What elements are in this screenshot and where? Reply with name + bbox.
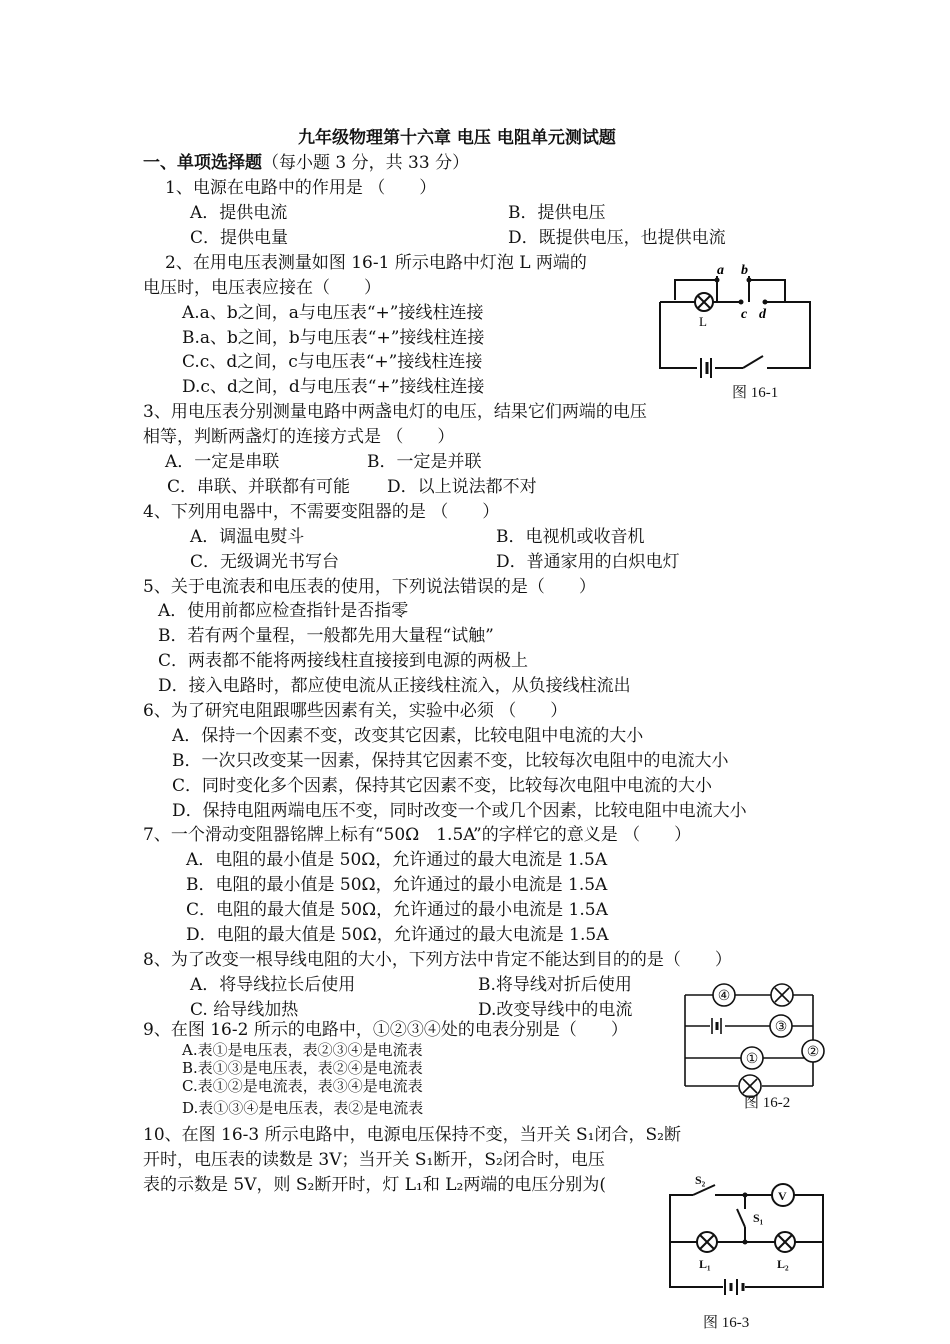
terminal-c bbox=[739, 300, 744, 305]
q9-option-b: B.表①③是电压表，表②④是电流表 bbox=[182, 1059, 423, 1077]
q3-option-b: B．一定是并联 bbox=[367, 452, 482, 472]
terminal-a bbox=[715, 278, 720, 283]
q6-stem: 6、为了研究电阻跟哪些因素有关，实验中必须 （ ） bbox=[143, 701, 568, 721]
q4-option-c: C．无级调光书写台 bbox=[190, 552, 340, 572]
q4-stem: 4、下列用电器中，不需要变阻器的是 （ ） bbox=[143, 502, 500, 522]
label-a: a bbox=[717, 263, 724, 278]
q2-option-b: B.a、b之间，b与电压表“+”接线柱连接 bbox=[182, 328, 485, 348]
q4-option-a: A．调温电熨斗 bbox=[190, 527, 305, 547]
figure-16-3-caption: 图 16-3 bbox=[703, 1315, 750, 1331]
q8-option-b: B.将导线对折后使用 bbox=[478, 975, 632, 995]
figure-16-2-caption: 图 16-2 bbox=[744, 1095, 791, 1111]
figure-16-2 bbox=[680, 982, 830, 1097]
q7-stem: 7、一个滑动变阻器铭牌上标有“50Ω 1.5A”的字样它的意义是 （ ） bbox=[143, 825, 692, 845]
q8-stem: 8、为了改变一根导线电阻的大小，下列方法中肯定不能达到目的的是（ ） bbox=[143, 950, 732, 970]
q1-option-c: C．提供电量 bbox=[190, 228, 289, 248]
label-b: b bbox=[741, 263, 748, 278]
q3-stem-line1: 3、用电压表分别测量电路中两盏电灯的电压，结果它们两端的电压 bbox=[143, 402, 647, 422]
q1-stem: 1、电源在电路中的作用是 （ ） bbox=[165, 178, 437, 198]
label-l2: L₂ bbox=[777, 1257, 789, 1271]
terminal-b bbox=[747, 278, 752, 283]
q1-option-d: D．既提供电压，也提供电流 bbox=[508, 228, 726, 248]
switch-s1 bbox=[737, 1209, 745, 1227]
section-heading-label: 一、单项选择题 bbox=[143, 153, 262, 173]
meter-4-label: ④ bbox=[717, 989, 731, 1004]
q7-option-c: C．电阻的最大值是 50Ω，允许通过的最小电流是 1.5A bbox=[186, 900, 608, 920]
label-v: V bbox=[778, 1189, 787, 1203]
meter-3-label: ③ bbox=[774, 1020, 788, 1035]
meter-1-label: ① bbox=[745, 1052, 759, 1067]
label-s2: S₂ bbox=[695, 1173, 706, 1187]
switch bbox=[743, 356, 763, 368]
q10-line3: 表的示数是 5V，则 S₂断开时，灯 L₁和 L₂两端的电压分别为( bbox=[143, 1175, 607, 1195]
terminal-d bbox=[763, 300, 768, 305]
q4-option-b: B．电视机或收音机 bbox=[496, 527, 645, 547]
q8-option-d: D.改变导线中的电流 bbox=[478, 1000, 633, 1020]
q4-option-d: D．普通家用的白炽电灯 bbox=[496, 552, 680, 572]
label-L: L bbox=[699, 314, 707, 329]
q8-option-a: A．将导线拉长后使用 bbox=[190, 975, 356, 995]
wire bbox=[749, 280, 785, 302]
q1-option-a: A．提供电流 bbox=[190, 203, 288, 223]
q3-option-a: A．一定是串联 bbox=[165, 452, 280, 472]
wire bbox=[660, 302, 697, 368]
meter-2-label: ② bbox=[806, 1045, 820, 1060]
label-c: c bbox=[741, 307, 748, 322]
q7-option-d: D．电阻的最大值是 50Ω，允许通过的最大电流是 1.5A bbox=[186, 925, 609, 945]
q2-option-d: D.c、d之间，d与电压表“+”接线柱连接 bbox=[182, 377, 485, 397]
wire bbox=[765, 302, 810, 368]
q3-option-c: C．串联、并联都有可能 bbox=[167, 477, 351, 497]
label-d: d bbox=[759, 307, 766, 322]
q7-option-a: A．电阻的最小值是 50Ω，允许通过的最大电流是 1.5A bbox=[186, 850, 608, 870]
label-s1: S₁ bbox=[753, 1211, 764, 1225]
q3-option-d: D．以上说法都不对 bbox=[387, 477, 537, 497]
q3-stem-line2: 相等，判断两盏灯的连接方式是 （ ） bbox=[143, 427, 455, 447]
q9-option-a: A.表①是电压表，表②③④是电流表 bbox=[182, 1041, 423, 1059]
q9-option-c: C.表①②是电流表，表③④是电流表 bbox=[182, 1077, 423, 1095]
q6-option-a: A．保持一个因素不变，改变其它因素，比较电阻中电流的大小 bbox=[172, 726, 644, 746]
section-heading bbox=[143, 153, 469, 173]
q5-stem: 5、关于电流表和电压表的使用，下列说法错误的是（ ） bbox=[143, 577, 596, 597]
q10-line2: 开时，电压表的读数是 3V；当开关 S₁断开，S₂闭合时，电压 bbox=[143, 1150, 605, 1170]
q2-stem-line2: 电压时，电压表应接在（ ） bbox=[143, 278, 381, 298]
figure-16-1 bbox=[655, 258, 825, 378]
q9-option-d: D.表①③④是电压表，表②是电流表 bbox=[182, 1099, 424, 1117]
q8-option-c: C. 给导线加热 bbox=[190, 1000, 299, 1020]
page-title: 九年级物理第十六章 电压 电阻单元测试题 bbox=[298, 128, 616, 148]
q9-stem: 9、在图 16-2 所示的电路中，①②③④处的电表分别是（ ） bbox=[143, 1020, 628, 1040]
q6-option-c: C．同时变化多个因素，保持其它因素不变，比较每次电阻中电流的大小 bbox=[172, 776, 713, 796]
label-l1: L₁ bbox=[699, 1257, 711, 1271]
q10-line1: 10、在图 16-3 所示电路中，电源电压保持不变，当开关 S₁闭合，S₂断 bbox=[143, 1125, 681, 1145]
q7-option-b: B．电阻的最小值是 50Ω，允许通过的最小电流是 1.5A bbox=[186, 875, 608, 895]
junction bbox=[743, 1240, 748, 1245]
junction bbox=[743, 1193, 748, 1198]
q5-option-c: C．两表都不能将两接线柱直接接到电源的两极上 bbox=[158, 651, 529, 671]
q5-option-a: A．使用前都应检查指针是否指零 bbox=[158, 601, 409, 621]
figure-16-3 bbox=[665, 1175, 830, 1300]
q6-option-d: D．保持电阻两端电压不变，同时改变一个或几个因素，比较电阻中电流大小 bbox=[172, 801, 747, 821]
q2-option-c: C.c、d之间，c与电压表“+”接线柱连接 bbox=[182, 352, 483, 372]
section-note: （每小题 3 分，共 33 分） bbox=[262, 153, 470, 173]
figure-16-1-caption: 图 16-1 bbox=[732, 385, 779, 401]
q1-option-b: B．提供电压 bbox=[508, 203, 606, 223]
q5-option-d: D．接入电路时，都应使电流从正接线柱流入，从负接线柱流出 bbox=[158, 676, 631, 696]
q6-option-b: B．一次只改变某一因素，保持其它因素不变，比较每次电阻中的电流大小 bbox=[172, 751, 729, 771]
q5-option-b: B．若有两个量程，一般都先用大量程“试触” bbox=[158, 626, 494, 646]
q2-stem-line1: 2、在用电压表测量如图 16-1 所示电路中灯泡 L 两端的 bbox=[165, 253, 587, 273]
q2-option-a: A.a、b之间，a与电压表“+”接线柱连接 bbox=[182, 303, 484, 323]
